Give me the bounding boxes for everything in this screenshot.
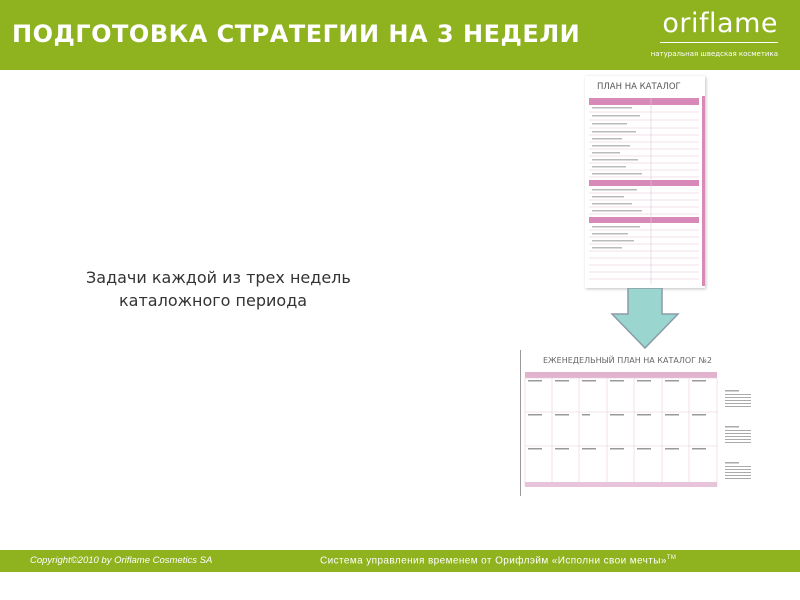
task-caption-line2: каталожного периода [119,291,308,310]
oriflame-logo [650,8,778,64]
catalog-plan-document [585,76,705,288]
logo-tagline: натуральная шведская косметика [650,50,778,58]
catalog-plan-title: ПЛАН НА КАТАЛОГ [597,82,681,92]
weekly-plan-grid [521,350,761,496]
footer-bar [0,550,800,572]
task-caption-line1: Задачи каждой из трех недель [86,268,351,287]
catalog-plan-accent [702,96,705,286]
weekly-plan-title: ЕЖЕНЕДЕЛЬНЫЙ ПЛАН НА КАТАЛОГ №2 [543,356,712,365]
logo-wordmark: oriflame [662,8,778,39]
task-caption [86,266,426,312]
header-bar [0,0,800,70]
system-name: Система управления временем от Орифлэйм «Исполни свои мечты» [320,555,667,567]
catalog-plan-table [585,76,705,288]
weekly-plan-document [520,350,760,496]
system-text [320,555,676,566]
copyright-text: Copyright©2010 by Oriflame Cosmetics SA [30,555,213,566]
logo-divider [660,42,778,43]
down-arrow-icon [610,288,680,350]
trademark-mark: TM [666,555,677,561]
page-title: ПОДГОТОВКА СТРАТЕГИИ НА 3 НЕДЕЛИ [12,20,581,48]
